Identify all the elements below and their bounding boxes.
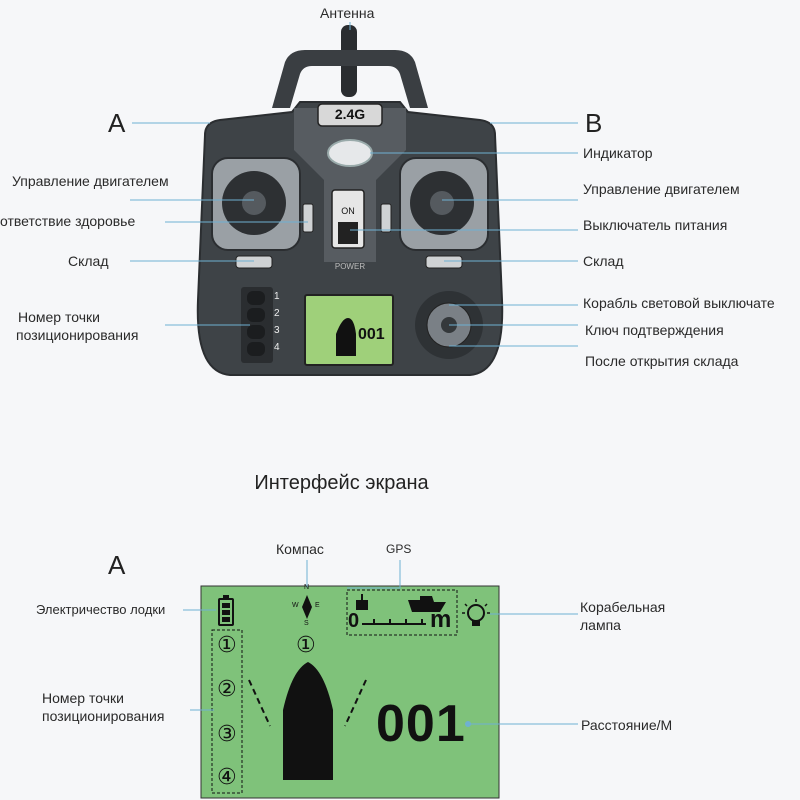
left-trim[interactable] bbox=[303, 204, 313, 232]
screen-circle-3: ③ bbox=[217, 721, 237, 746]
compass-w: W bbox=[292, 602, 299, 609]
label-a-remote: A bbox=[108, 108, 126, 138]
screen-title: Интерфейс экрана bbox=[254, 472, 429, 494]
label-indicator: Индикатор bbox=[583, 145, 653, 161]
screen-number: 001 bbox=[376, 695, 466, 753]
label-b-remote: B bbox=[585, 108, 603, 138]
screen-circle-2: ② bbox=[217, 676, 237, 701]
label-a-screen: A bbox=[108, 550, 126, 580]
gps-zero: 0 bbox=[348, 610, 360, 632]
screen-circle-4: ④ bbox=[217, 764, 237, 789]
point-button-2[interactable] bbox=[247, 308, 265, 322]
indicator-light bbox=[328, 140, 372, 166]
label-motor-right: Управление двигателем bbox=[583, 181, 740, 197]
label-lamp-1: Корабельная bbox=[580, 599, 666, 615]
point-button-1[interactable] bbox=[247, 291, 265, 305]
label-warehouse-right: Склад bbox=[583, 253, 624, 269]
left-warehouse-toggle[interactable] bbox=[236, 256, 272, 268]
gps-unit: m bbox=[430, 606, 452, 633]
label-confirm: Ключ подтверждения bbox=[585, 322, 724, 338]
point-number-3: 3 bbox=[274, 325, 280, 336]
point-number-1: 1 bbox=[274, 291, 280, 302]
label-warehouse-left: Склад bbox=[68, 253, 109, 269]
switch-on-text: ON bbox=[341, 206, 355, 216]
label-gps: GPS bbox=[386, 542, 412, 556]
label-compass: Компас bbox=[276, 541, 324, 557]
power-text: POWER bbox=[334, 262, 366, 271]
right-trim[interactable] bbox=[381, 204, 391, 232]
label-health: ответствие здоровье bbox=[0, 213, 136, 229]
right-warehouse-toggle[interactable] bbox=[426, 256, 462, 268]
label-point-number-1: Номер точки bbox=[18, 309, 100, 325]
screen-center-circle: ① bbox=[296, 632, 316, 657]
label-after-open: После открытия склада bbox=[585, 353, 739, 369]
label-battery: Электричество лодки bbox=[36, 602, 166, 617]
point-number-4: 4 bbox=[274, 342, 280, 353]
point-button-3[interactable] bbox=[247, 325, 265, 339]
label-distance: Расстояние/М bbox=[581, 717, 673, 733]
point-button-4[interactable] bbox=[247, 342, 265, 356]
label-lamp-2: лампа bbox=[580, 617, 621, 633]
label-points-2: позиционирования bbox=[42, 708, 165, 724]
label-points-1: Номер точки bbox=[42, 690, 124, 706]
compass-n: N bbox=[304, 584, 310, 591]
remote-mini-icon bbox=[356, 600, 368, 610]
badge-text: 2.4G bbox=[334, 106, 366, 122]
point-number-2: 2 bbox=[274, 308, 280, 319]
compass-s: S bbox=[304, 620, 309, 627]
label-point-number-2: позиционирования bbox=[16, 327, 139, 343]
remote-lcd-number: 001 bbox=[358, 326, 385, 343]
label-ship-light: Корабль световой выключате bbox=[583, 295, 775, 311]
screen-circle-1: ① bbox=[217, 632, 237, 657]
label-power-switch: Выключатель питания bbox=[583, 217, 728, 233]
label-motor-left: Управление двигателем bbox=[12, 173, 169, 189]
label-antenna: Антенна bbox=[320, 5, 375, 21]
compass-e: E bbox=[315, 602, 320, 609]
